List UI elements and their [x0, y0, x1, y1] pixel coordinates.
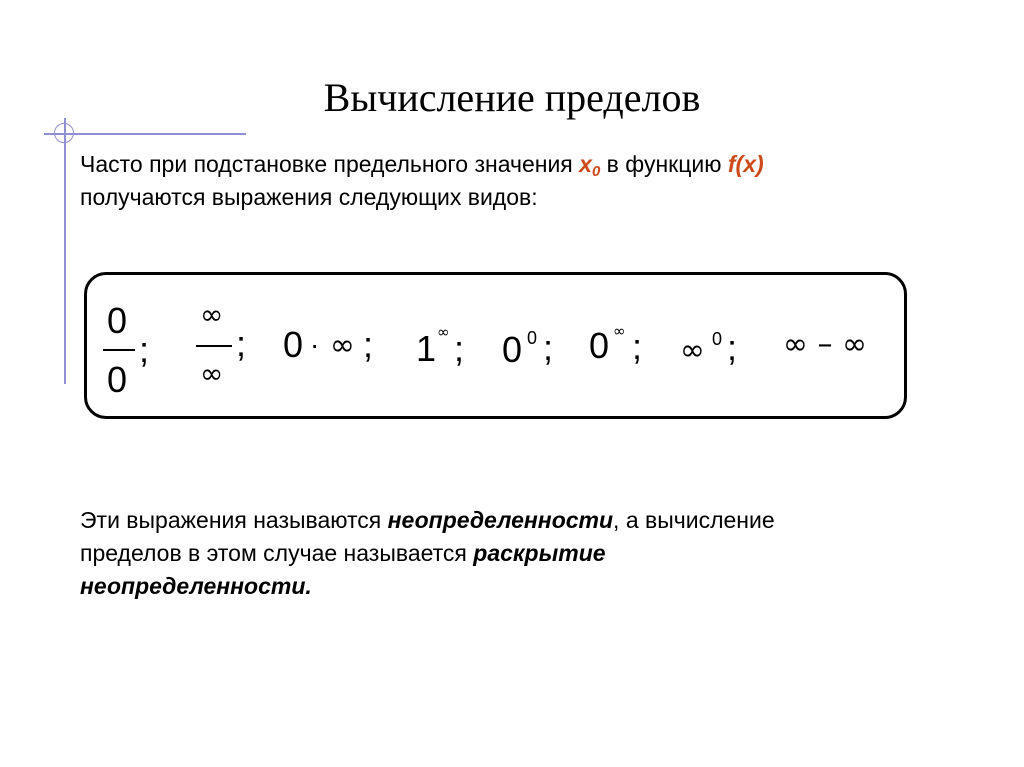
x0-variable [579, 151, 601, 180]
multiplication-dot: · [310, 329, 320, 360]
term-resolving: раскрытие [473, 540, 606, 566]
intro-text-1: Часто при подстановке предельного значения [80, 151, 580, 177]
separator: ; [454, 328, 465, 369]
term-indeterminacies: неопределенности [387, 507, 614, 533]
form-inf-minus-inf: ∞ – ∞ [783, 327, 868, 362]
fraction-numerator: ∞ [200, 298, 224, 331]
exponent-zero: 0 [527, 328, 538, 348]
conclusion-paragraph [80, 504, 980, 603]
base-one: 1 [416, 328, 437, 369]
x0-subscript: 0 [591, 163, 601, 180]
conclusion-text-1: Эти выражения называются [80, 507, 388, 533]
exponent-infinity: ∞ [613, 322, 626, 340]
conclusion-text-2: , а вычисление [613, 507, 775, 533]
separator: ; [632, 326, 643, 367]
fraction-denominator: ∞ [200, 357, 224, 390]
intro-text-2: в функцию [600, 151, 728, 177]
conclusion-text-3: пределов в этом случае называется [80, 540, 474, 566]
separator: ; [727, 327, 738, 368]
intro-paragraph [80, 148, 980, 214]
x0-letter: x [579, 151, 592, 177]
exponent-infinity: ∞ [437, 323, 450, 341]
base-zero: 0 [502, 329, 523, 370]
fraction-bar [196, 345, 232, 347]
exponent-zero: 0 [712, 329, 723, 349]
base-zero: 0 [589, 325, 610, 366]
separator: ; [363, 324, 374, 365]
fraction-denominator: 0 [107, 359, 128, 400]
decorative-horizontal-line [44, 133, 246, 135]
decorative-vertical-line [64, 118, 66, 384]
intro-text-3: получаются выражения следующих видов: [80, 184, 538, 210]
fraction-bar [103, 349, 135, 351]
separator: ; [543, 327, 554, 368]
term-indeterminacy: неопределенности. [80, 573, 312, 599]
fx-function: f(x) [727, 151, 764, 177]
infinity-symbol: ∞ [330, 328, 355, 363]
slide-title: Вычисление пределов [323, 75, 701, 120]
separator: ; [236, 323, 247, 364]
base-zero: 0 [283, 324, 304, 365]
separator: ; [139, 329, 150, 370]
fraction-numerator: 0 [107, 300, 128, 341]
decorative-circle [54, 123, 74, 143]
base-infinity: ∞ [680, 333, 705, 368]
